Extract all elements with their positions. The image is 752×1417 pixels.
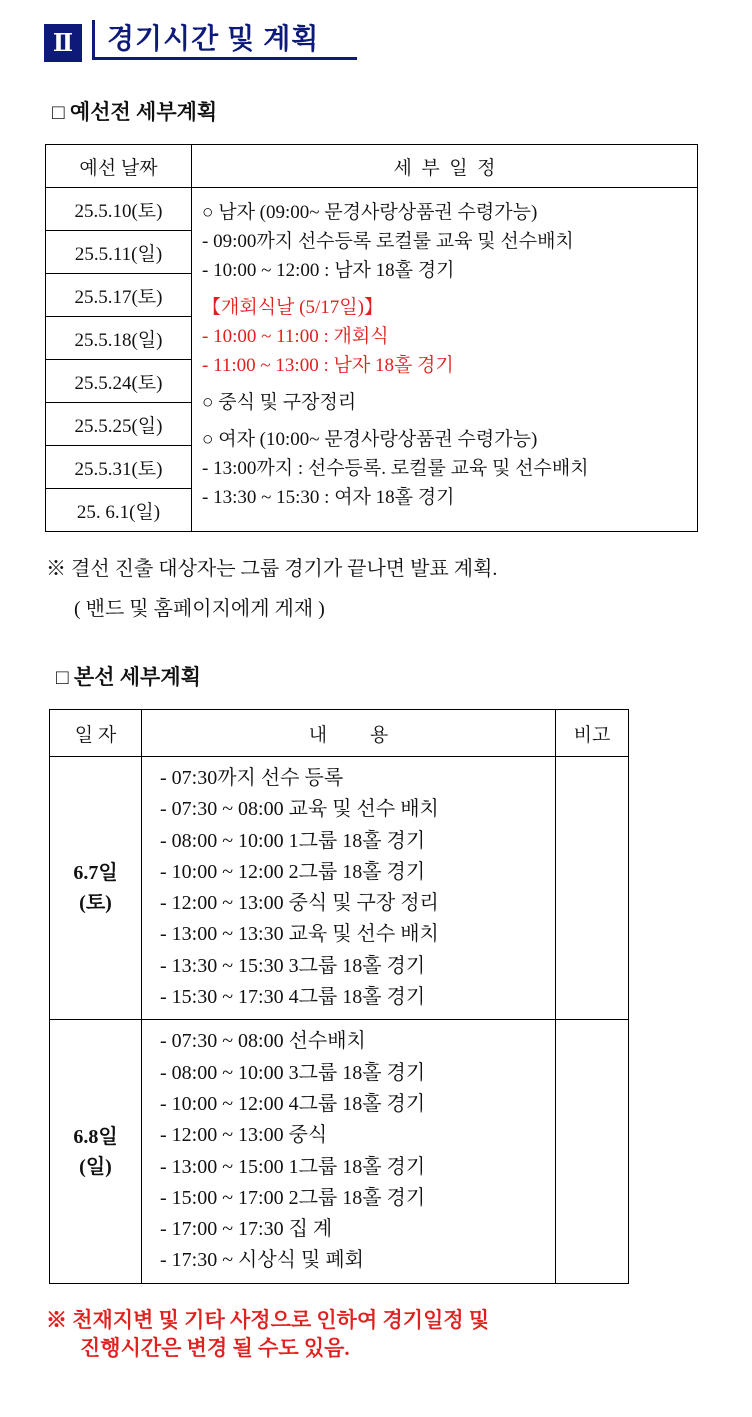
final-heading: □ 본선 세부계획 [56,665,201,689]
date-cell: 25.5.17(토) [46,274,192,317]
table-header-row [46,145,698,188]
date-cell: 25.5.11(일) [46,231,192,274]
schedule-item: - 07:30까지 선수 등록 [160,767,344,789]
women-title: ○ 여자 (10:00~ 문경사랑상품권 수령가능) [202,429,538,450]
schedule-item: - 15:30 ~ 17:30 4그룹 18홀 경기 [160,986,426,1009]
day-cell [50,1020,142,1283]
men-title: ○ 남자 (09:00~ 문경사랑상품권 수령가능) [202,202,538,223]
day-weekday: (일) [79,1155,112,1178]
header-detail: 세 부 일 정 [192,145,698,188]
table-row [50,1020,629,1283]
detail-cell [192,188,698,532]
schedule-item: - 08:00 ~ 10:00 1그룹 18홀 경기 [160,829,426,852]
date-cell: 25.5.10(토) [46,188,192,231]
table-row [46,188,698,231]
prelim-note: ※ 결선 진출 대상자는 그룹 경기가 끝나면 발표 계획. [46,558,498,580]
schedule-item: - 10:00 ~ 12:00 4그룹 18홀 경기 [160,1092,426,1115]
schedule-item: - 17:00 ~ 17:30 집 계 [160,1218,333,1241]
opening-title: 【개회식날 (5/17일)】 [202,297,383,318]
day-cell [50,757,142,1020]
date-cell: 25.5.24(토) [46,360,192,403]
section-title: 경기시간 및 계획 [92,20,357,60]
schedule-item: - 10:00 ~ 12:00 2그룹 18홀 경기 [160,860,426,883]
schedule-item: - 15:00 ~ 17:00 2그룹 18홀 경기 [160,1186,426,1209]
schedule-item: - 07:30 ~ 08:00 선수배치 [160,1030,366,1053]
header-remark: 비고 [556,710,629,757]
opening-line: - 11:00 ~ 13:00 : 남자 18홀 경기 [202,355,454,376]
men-line: - 10:00 ~ 12:00 : 남자 18홀 경기 [202,260,455,281]
day-date: 6.8일 [73,1125,118,1148]
section-number-badge: Ⅱ [44,24,82,62]
opening-line: - 10:00 ~ 11:00 : 개회식 [202,326,389,347]
content-cell [142,1020,556,1283]
prelim-note: ( 밴드 및 홈페이지에게 게재 ) [74,598,325,620]
schedule-item: - 12:00 ~ 13:00 중식 [160,1124,328,1147]
remark-cell [556,757,629,1020]
table-header-row [50,710,629,757]
header-date: 일 자 [50,710,142,757]
warning-note: ※ 천재지변 및 기타 사정으로 인하여 경기일정 및 [46,1308,490,1332]
header-date: 예선 날짜 [46,145,192,188]
men-line: - 09:00까지 선수등록 로컬룰 교육 및 선수배치 [202,231,574,252]
prelim-heading: □ 예선전 세부계획 [52,100,218,124]
content-cell [142,757,556,1020]
date-cell: 25. 6.1(일) [46,489,192,532]
women-line: - 13:30 ~ 15:30 : 여자 18홀 경기 [202,487,455,508]
prelim-schedule-table [45,144,698,532]
schedule-item: - 12:00 ~ 13:00 중식 및 구장 정리 [160,892,439,915]
day-date: 6.7일 [73,862,118,885]
final-schedule-table [49,709,629,1284]
schedule-item: - 17:30 ~ 시상식 및 폐회 [160,1249,364,1272]
lunch-line: ○ 중식 및 구장정리 [202,392,357,413]
table-row [50,757,629,1020]
schedule-item: - 13:30 ~ 15:30 3그룹 18홀 경기 [160,954,426,977]
date-cell: 25.5.18(일) [46,317,192,360]
day-weekday: (토) [79,892,112,915]
schedule-item: - 07:30 ~ 08:00 교육 및 선수 배치 [160,798,439,821]
women-line: - 13:00까지 : 선수등록. 로컬룰 교육 및 선수배치 [202,458,589,479]
date-cell: 25.5.31(토) [46,446,192,489]
schedule-item: - 13:00 ~ 13:30 교육 및 선수 배치 [160,923,439,946]
remark-cell [556,1020,629,1283]
warning-note: 진행시간은 변경 될 수도 있음. [80,1336,350,1360]
header-content: 내 용 [142,710,556,757]
schedule-item: - 13:00 ~ 15:00 1그룹 18홀 경기 [160,1155,426,1178]
date-cell: 25.5.25(일) [46,403,192,446]
schedule-item: - 08:00 ~ 10:00 3그룹 18홀 경기 [160,1061,426,1084]
